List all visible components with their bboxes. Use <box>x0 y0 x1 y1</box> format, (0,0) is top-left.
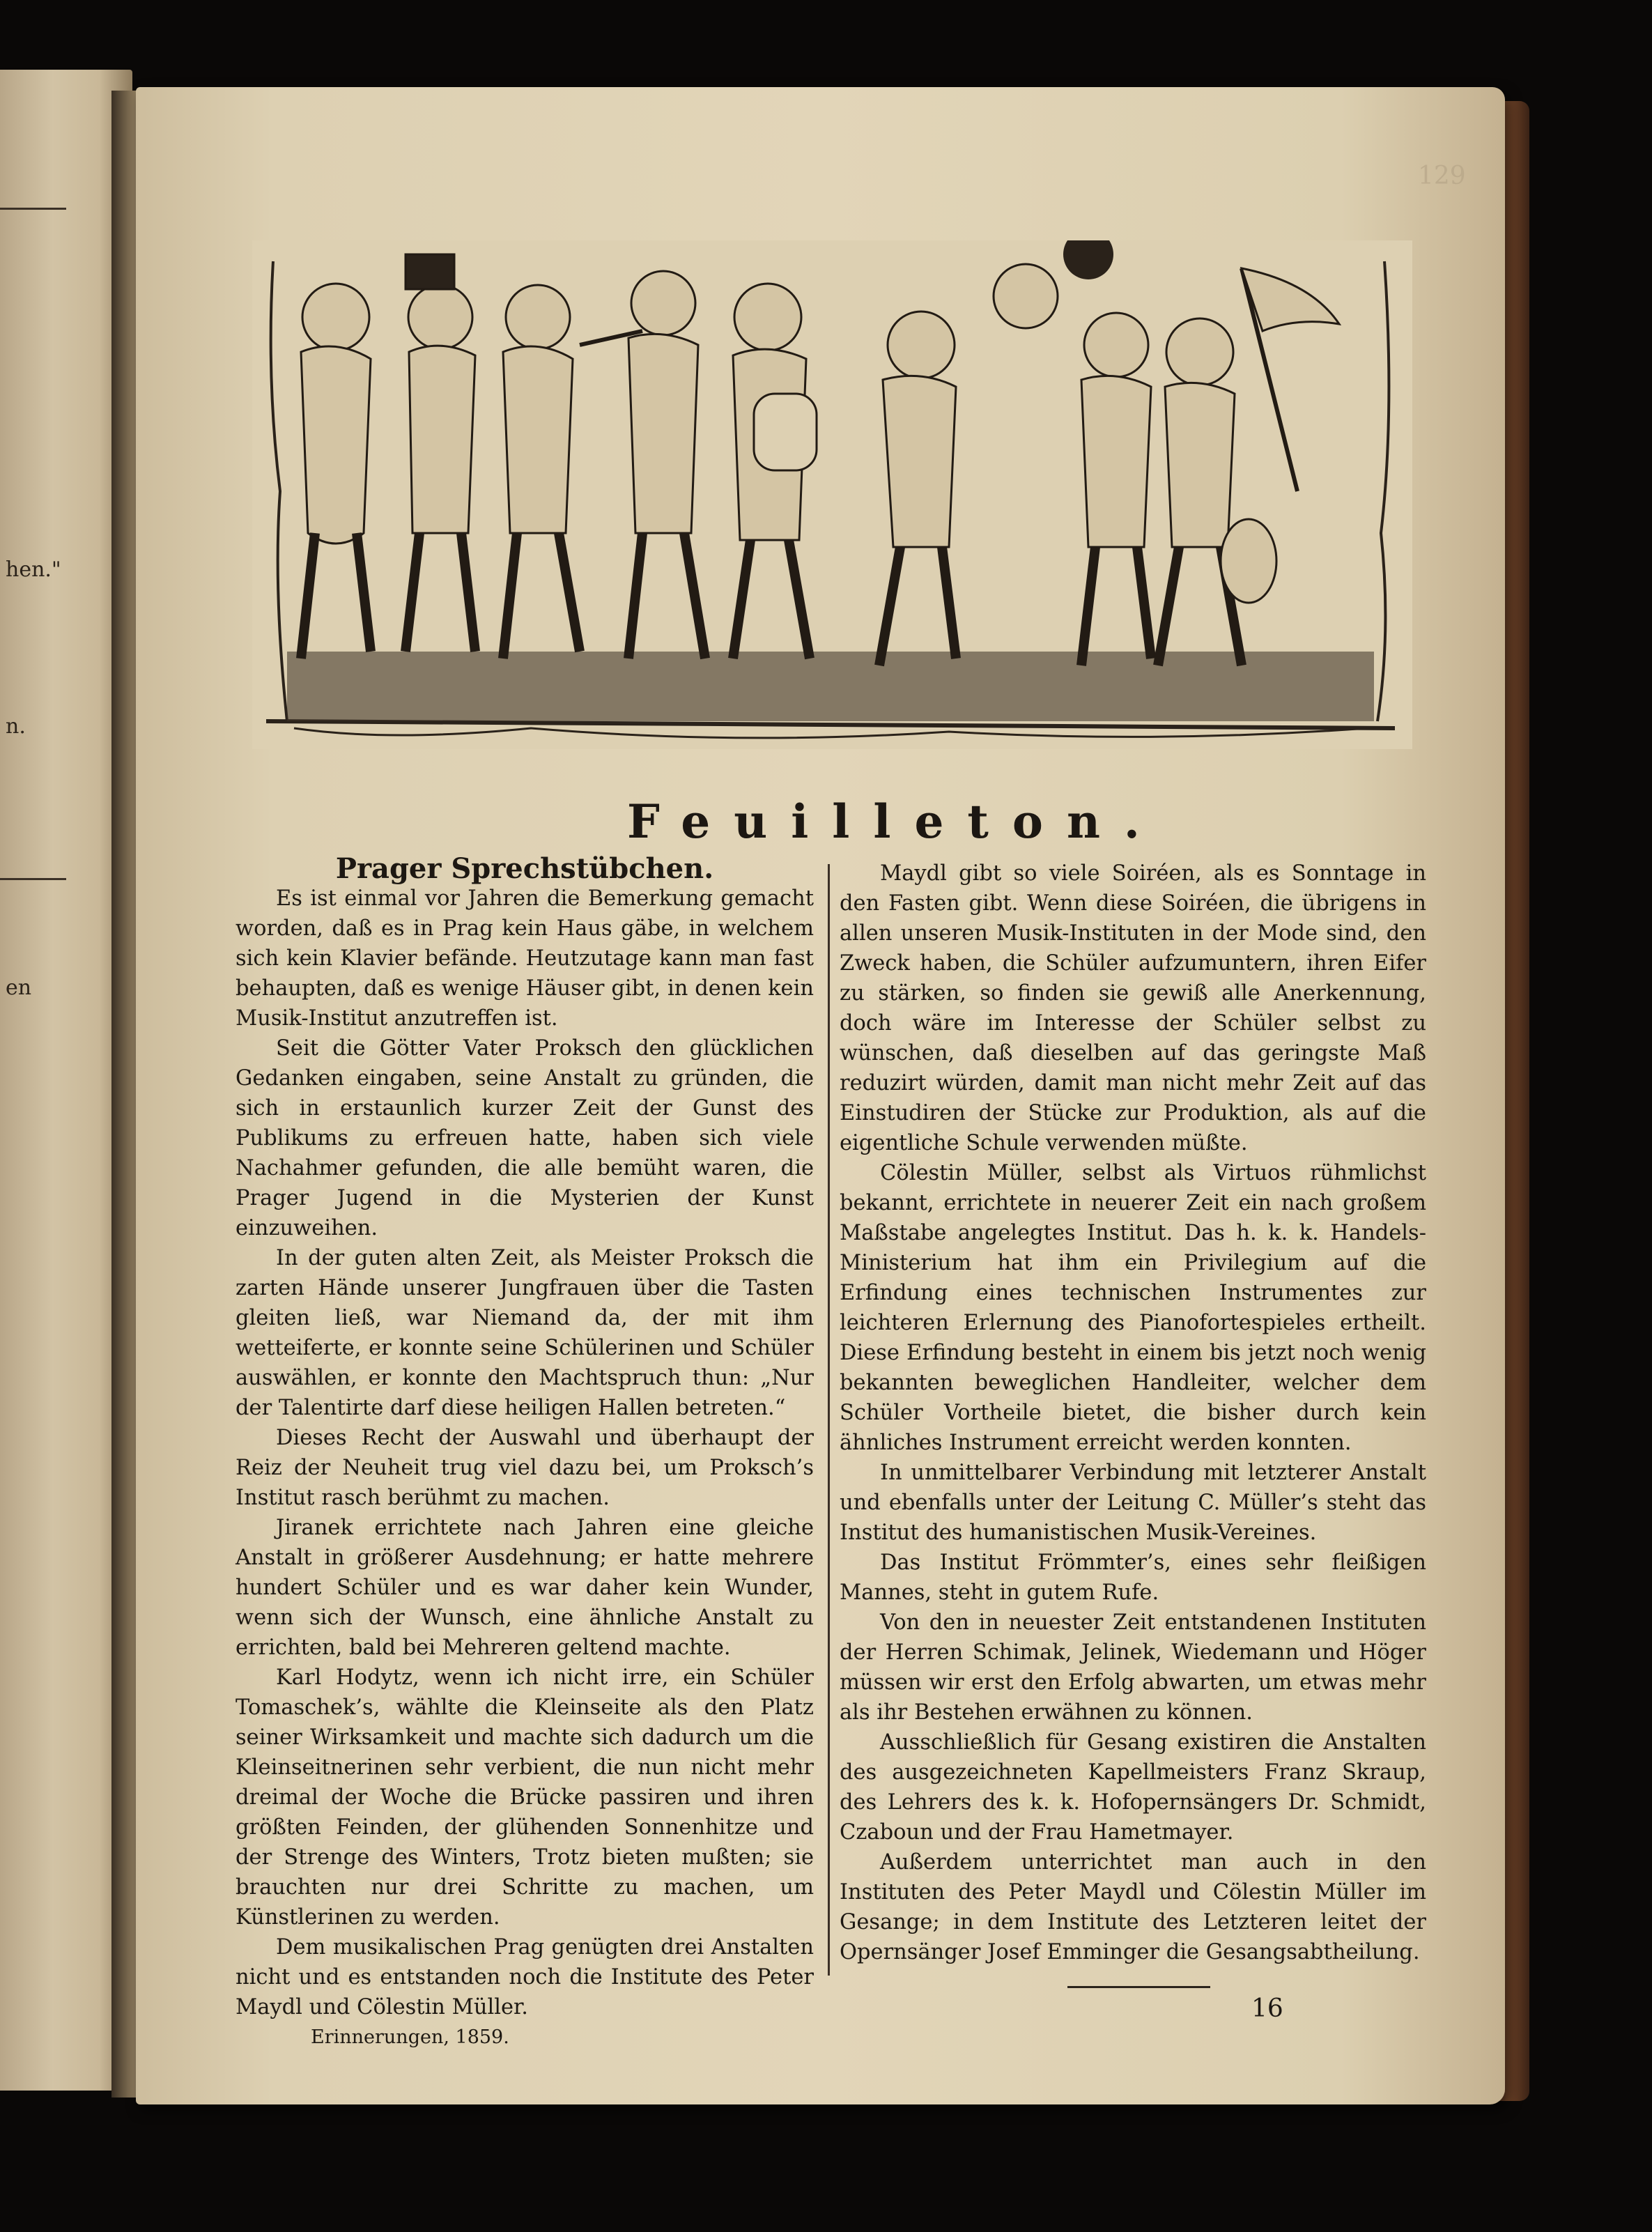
article-paragraph: In unmittelbarer Verbindung mit letzterer Anstalt und ebenfalls unter der Leitung C. Müller’s steht das Institut des humanistischen Musik-Vereines. <box>840 1461 1426 1545</box>
article-left-column <box>236 854 814 2052</box>
article-title: Prager Sprechstübchen. <box>335 852 714 885</box>
article-paragraph: In der guten alten Zeit, als Meister Proksch die zarten Hände unserer Jungfrauen über die Tasten gleiten ließ, war Niemand da, der mit ihm wetteiferte, er konnte seine Schülerinen und Schüler auswählen, er konnte den Machtspruch thun: „Nur der Talentirte darf diese heiligen Hallen betreten.“ <box>236 1246 814 1420</box>
article-paragraph: Jiranek errichtete nach Jahren eine gleiche Anstalt in größerer Ausdehnung; er hatte mehrere hundert Schüler und es war daher kein Wunder, wenn sich der Wunsch, eine ähnliche Anstalt zu errichten, bald bei Mehreren geltend machte. <box>236 1516 814 1660</box>
left-page-rule <box>0 208 66 210</box>
article-signature: Erinnerungen, 1859. <box>311 2026 509 2048</box>
article-paragraph: Das Institut Frömmter’s, eines sehr fleißigen Mannes, steht in gutem Rufe. <box>840 1550 1426 1605</box>
left-page-fragment: n. <box>6 714 26 739</box>
page-number: 16 <box>1251 1994 1283 2023</box>
left-page-fragment: hen." <box>6 557 61 582</box>
article-right-column <box>840 859 1426 1967</box>
article-paragraph: Karl Hodytz, wenn ich nicht irre, ein Schüler Tomaschek’s, wählte die Kleinseite als den Platz seiner Wirksamkeit und machte sich dadurch um die Kleinseitnerinen sehr verbient, die nun nicht mehr dreimal der Woche die Brücke passiren und ihren größten Feinden, der glühenden Sonnenhitze und der Strenge des Winters, Trotz bieten mußten; sie brauchten nur drei Schritte zu machen, um Künstlerinen zu werden. <box>236 1665 814 1930</box>
article-paragraph: Außerdem unterrichtet man auch in den Instituten des Peter Maydl und Cölestin Müller im Gesange; in dem Institute des Letzteren leitet der Opernsänger Josef Emminger die Gesangsabtheilung. <box>840 1850 1426 1964</box>
woodcut-illustration-children-parade <box>252 240 1412 749</box>
article-paragraph: Dieses Recht der Auswahl und überhaupt der Reiz der Neuheit trug viel dazu bei, um Proksch’s Institut rasch berühmt zu machen. <box>236 1426 814 1510</box>
left-page-rule <box>0 878 66 880</box>
article-end-rule <box>1067 1986 1210 1988</box>
article-paragraph: Von den in neuester Zeit entstandenen Instituten der Herren Schimak, Jelinek, Wiedemann und Höger müssen wir erst den Erfolg abwarten, um etwas mehr als ihr Bestehen erwähnen zu können. <box>840 1610 1426 1725</box>
column-divider <box>828 864 830 1976</box>
left-page-fragment: en <box>6 976 32 1000</box>
article-paragraph: Maydl gibt so viele Soiréen, als es Sonntage in den Fasten gibt. Wenn diese Soiréen, die übrigens in allen unseren Musik-Instituten in der Mode sind, den Zweck haben, die Schüler aufzumuntern, ihren Eifer zu stärken, so finden sie gewiß alle Anerkennung, doch wäre im Interesse der Schüler selbst zu wünschen, daß dieselben auf das geringste Maß reduzirt würden, damit man nicht mehr Zeit auf das Einstudiren der Stücke zur Produktion, als auf die eigentliche Schule verwenden müßte. <box>840 861 1426 1155</box>
section-title: Feuilleton. <box>627 794 1164 849</box>
page-number-top: 129 <box>1418 162 1466 190</box>
article-paragraph: Es ist einmal vor Jahren die Bemerkung gemacht worden, daß es in Prag kein Haus gäbe, in welchem sich kein Klavier befände. Heutzutage kann man fast behaupten, daß es wenige Häuser gibt, in denen kein Musik-Institut anzutreffen ist. <box>236 886 814 1031</box>
article-paragraph: Seit die Götter Vater Proksch den glücklichen Gedanken eingaben, seine Anstalt zu gründen, die sich in erstaunlich kurzer Zeit der Gunst des Publikums zu erfreuen hatte, haben sich viele Nachahmer gefunden, die alle bemüht waren, die Prager Jugend in die Mysterien der Kunst einzuweihen. <box>236 1036 814 1240</box>
article-paragraph: Cölestin Müller, selbst als Virtuos rühmlichst bekannt, errichtete in neuerer Zeit ein nach großem Maßstabe angelegtes Institut. Das h. k. k. Handels-Ministerium hat ihm ein Privilegium auf die Erfindung eines technischen Instrumentes zur leichteren Erlernung des Pianofortespieles ertheilt. Diese Erfindung besteht in einem bis jetzt noch wenig bekannten beweglichen Handleiter, welcher dem Schüler Vortheile bietet, die bisher durch kein ähnliches Instrument erreicht werden konnten. <box>840 1161 1426 1455</box>
article-paragraph: Dem musikalischen Prag genügten drei Anstalten nicht und es entstanden noch die Institute des Peter Maydl und Cölestin Müller. <box>236 1935 814 2019</box>
article-paragraph: Ausschließlich für Gesang existiren die Anstalten des ausgezeichneten Kapellmeisters Franz Skraup, des Lehrers des k. k. Hofopernsängers Dr. Schmidt, Czaboun und der Frau Hametmayer. <box>840 1730 1426 1845</box>
